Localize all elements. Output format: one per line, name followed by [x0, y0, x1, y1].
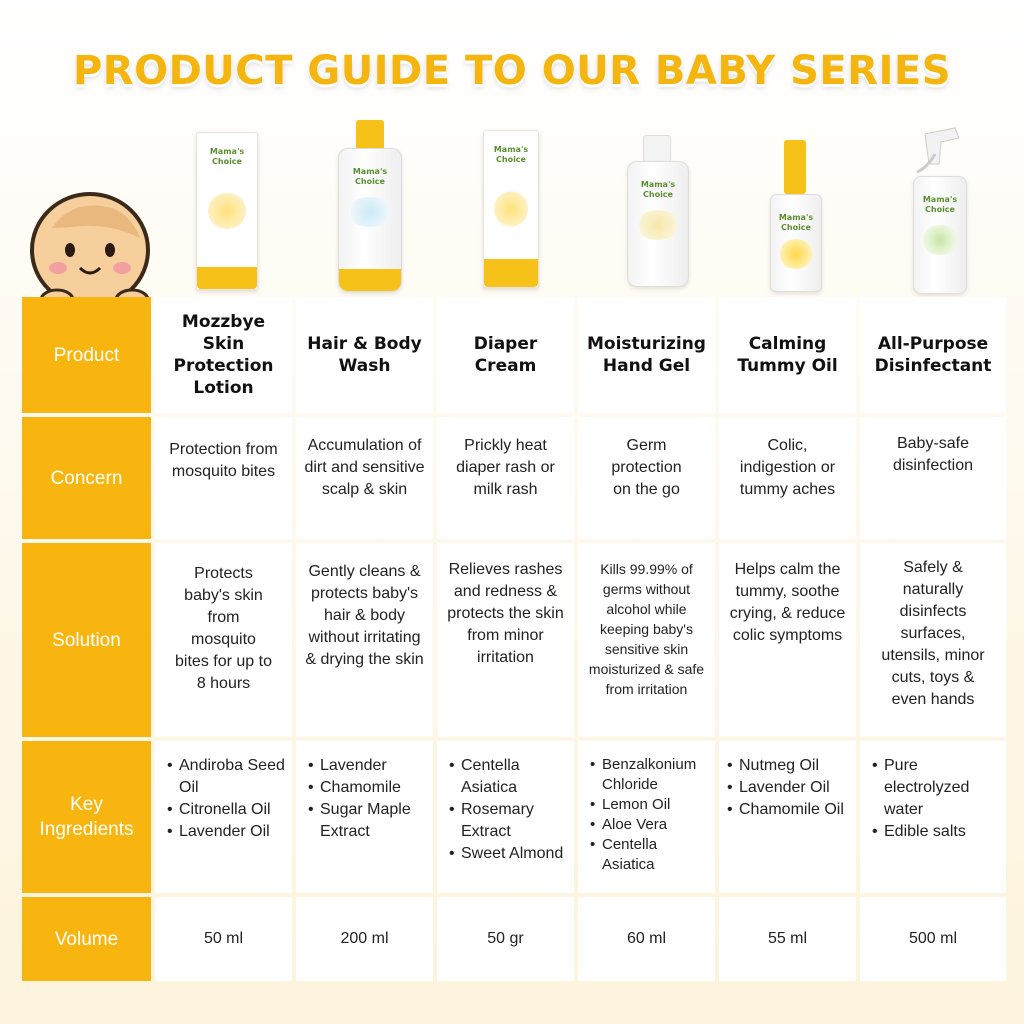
ingredient-item: • Nutmeg Oil: [727, 755, 844, 777]
ingredients-cell: [860, 741, 1006, 893]
volume-value: 500 ml: [860, 897, 1006, 981]
lotion-tube-icon: [196, 132, 258, 290]
product-name: Calming Tummy Oil: [719, 297, 856, 413]
solution-text: Helps calm the tummy, soothe crying, & reduce colic symptoms: [719, 543, 856, 737]
ingredient-item: • Andiroba Seed Oil: [167, 755, 286, 799]
ingredients-cell: [155, 741, 292, 893]
ingredients-row: [22, 741, 1006, 893]
solution-text: Gently cleans & protects baby's hair & body without irritating & drying the skin: [296, 543, 433, 737]
volume-value: 200 ml: [296, 897, 433, 981]
product-name: Hair & Body Wash: [296, 297, 433, 413]
volume-value: 50 gr: [437, 897, 574, 981]
volume-value: 60 ml: [578, 897, 715, 981]
cream-tube-icon: [483, 130, 539, 288]
ingredient-item: • Centella Asiatica: [590, 835, 709, 875]
concern-text: Protection from mosquito bites: [155, 417, 292, 539]
row-label-volume: Volume: [22, 897, 151, 981]
ingredient-item: • Aloe Vera: [590, 815, 709, 835]
ingredient-item: • Rosemary Extract: [449, 799, 568, 843]
ingredient-item: • Citronella Oil: [167, 799, 286, 821]
brand-label: Mama's Choice: [352, 167, 388, 186]
brand-label: Mama's Choice: [778, 213, 814, 232]
solution-text: Kills 99.99% of germs without alcohol while keeping baby's sensitive skin moisturized & safe from irritation: [578, 543, 715, 737]
row-label-concern: Concern: [22, 417, 151, 539]
row-label-product: Product: [22, 297, 151, 413]
volume-value: 55 ml: [719, 897, 856, 981]
baby-mascot-icon: [22, 188, 152, 313]
concern-text: Germ protection on the go: [578, 417, 715, 539]
ingredients-cell: [719, 741, 856, 893]
row-label-solution: Solution: [22, 543, 151, 737]
ingredient-item: • Sugar Maple Extract: [308, 799, 427, 843]
wash-bottle-icon: [338, 120, 402, 292]
ingredient-item: • Lemon Oil: [590, 795, 709, 815]
ingredient-item: • Lavender Oil: [167, 821, 286, 843]
brand-label: Mama's Choice: [493, 145, 529, 164]
product-name: Diaper Cream: [437, 297, 574, 413]
solution-text: Safely & naturally disinfects surfaces, utensils, minor cuts, toys & even hands: [860, 543, 1006, 737]
brand-label: Mama's Choice: [922, 195, 958, 214]
ingredients-cell: [296, 741, 433, 893]
solution-text: Protects baby's skin from mosquito bites for up to 8 hours: [155, 543, 292, 737]
ingredient-item: • Pure electrolyzed water: [872, 755, 1000, 821]
gel-bottle-icon: [625, 135, 689, 287]
solution-row: [22, 543, 1006, 737]
ingredients-cell: [578, 741, 715, 893]
brand-label: Mama's Choice: [640, 180, 676, 199]
ingredient-item: • Edible salts: [872, 821, 1000, 843]
ingredients-cell: [437, 741, 574, 893]
ingredient-item: • Benzalkonium Chloride: [590, 755, 709, 795]
concern-row: [22, 417, 1006, 539]
product-row: [22, 297, 1006, 413]
ingredient-item: • Lavender: [308, 755, 427, 777]
volume-row: [22, 897, 1006, 981]
ingredient-item: • Chamomile Oil: [727, 799, 844, 821]
product-name: Moisturizing Hand Gel: [578, 297, 715, 413]
brand-label: Mama's Choice: [209, 147, 245, 166]
volume-value: 50 ml: [155, 897, 292, 981]
row-label-ingredients: Key Ingredients: [22, 741, 151, 893]
page-title: PRODUCT GUIDE TO OUR BABY SERIES: [72, 48, 952, 94]
oil-spray-bottle-icon: [768, 140, 824, 292]
ingredient-item: • Lavender Oil: [727, 777, 844, 799]
solution-text: Relieves rashes and redness & protects the skin from minor irritation: [437, 543, 574, 737]
trigger-spray-bottle-icon: [905, 124, 969, 292]
ingredient-item: • Sweet Almond: [449, 843, 568, 865]
product-name: All-Purpose Disinfectant: [860, 297, 1006, 413]
ingredient-item: • Centella Asiatica: [449, 755, 568, 799]
ingredient-item: • Chamomile: [308, 777, 427, 799]
concern-text: Prickly heat diaper rash or milk rash: [437, 417, 574, 539]
concern-text: Baby-safe disinfection: [860, 417, 1006, 539]
concern-text: Accumulation of dirt and sensitive scalp & skin: [296, 417, 433, 539]
product-name: Mozzbye Skin Protection Lotion: [155, 297, 292, 413]
concern-text: Colic, indigestion or tummy aches: [719, 417, 856, 539]
